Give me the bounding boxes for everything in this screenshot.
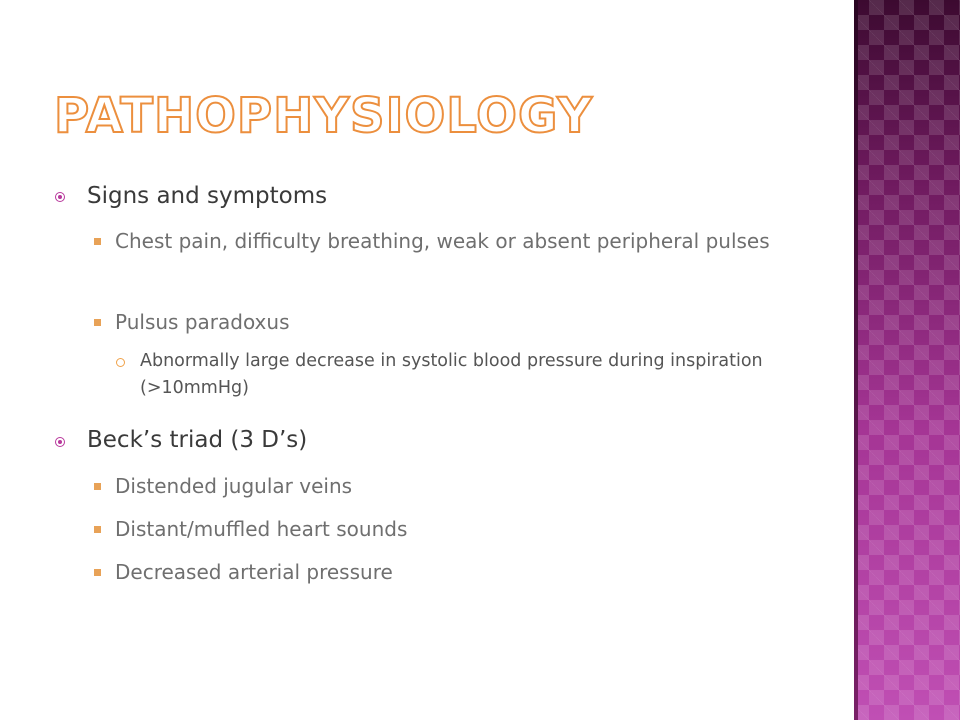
- section-heading-becks-triad: Beck’s triad (3 D’s): [87, 427, 308, 453]
- square-bullet-icon: [94, 569, 101, 576]
- target-bullet-icon: [55, 192, 65, 202]
- triad-item-1: Distended jugular veins: [115, 474, 353, 498]
- slide-title: PATHOPHYSIOLOGY: [54, 88, 594, 144]
- triad-item-3: Decreased arterial pressure: [115, 560, 393, 584]
- square-bullet-icon: [94, 483, 101, 490]
- symptom-item-2: Pulsus paradoxus: [115, 310, 290, 334]
- decorative-side-band: [854, 0, 960, 720]
- square-bullet-icon: [94, 238, 101, 245]
- square-bullet-icon: [94, 319, 101, 326]
- ring-bullet-icon: [116, 358, 125, 367]
- side-band-edge: [854, 0, 858, 720]
- target-bullet-icon: [55, 437, 65, 447]
- pulsus-definition: Abnormally large decrease in systolic blood pressure during inspiration (>10mmHg): [140, 351, 763, 398]
- triad-item-2: Distant/muffled heart sounds: [115, 517, 408, 541]
- section-heading-signs: Signs and symptoms: [87, 183, 328, 209]
- square-bullet-icon: [94, 526, 101, 533]
- symptom-item-1: Chest pain, difficulty breathing, weak or absent peripheral pulses: [115, 229, 770, 253]
